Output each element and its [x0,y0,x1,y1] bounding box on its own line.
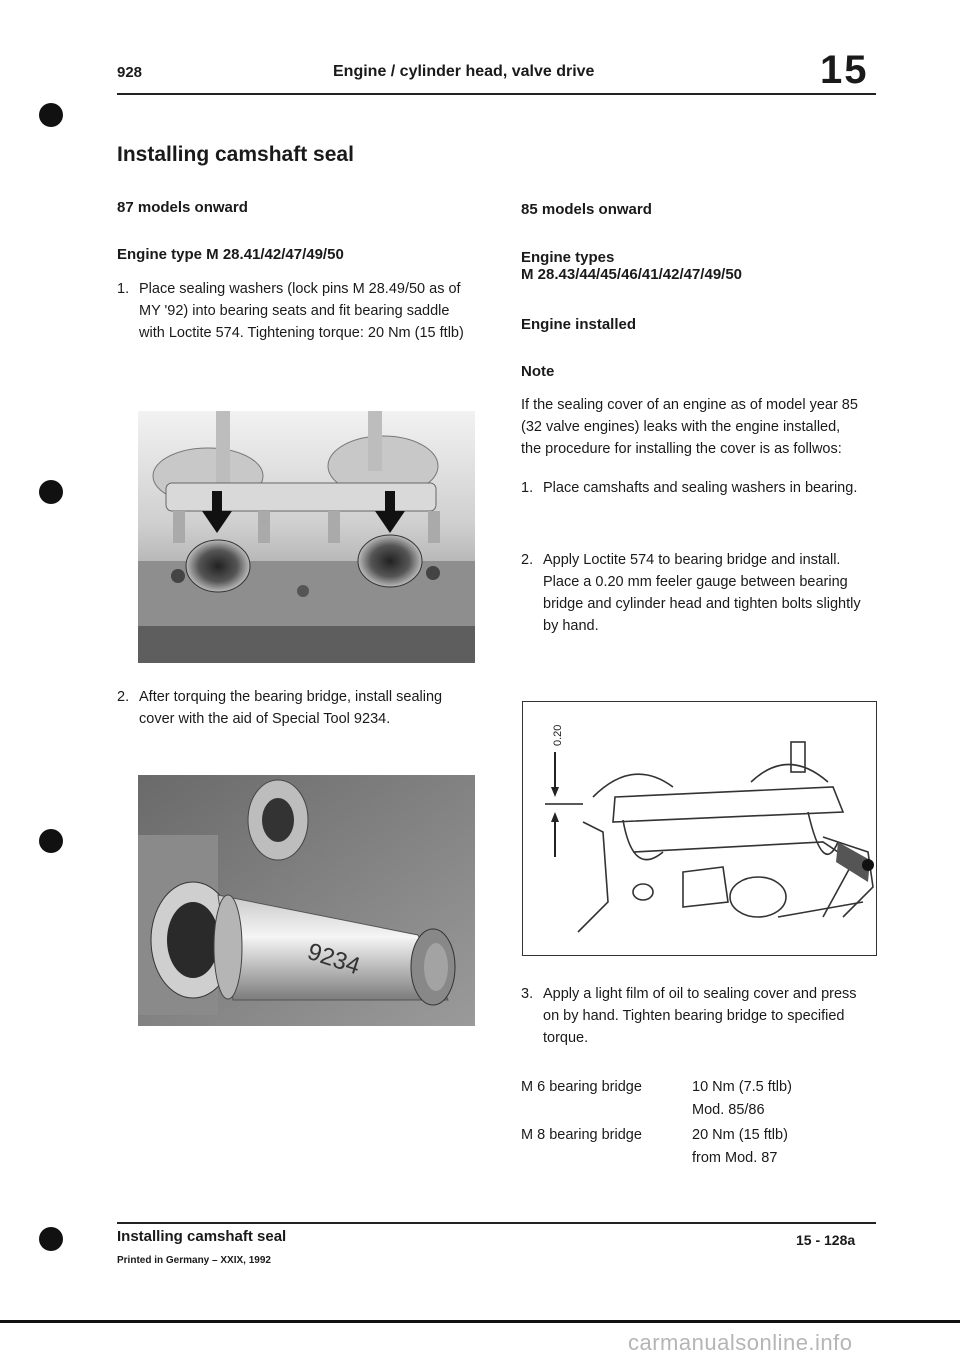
footer-printed: Printed in Germany – XXIX, 1992 [117,1255,271,1266]
step-text: Apply a light film of oil to sealing cover and press on by hand. Tighten bearing bridge to specified torque. [543,986,857,1046]
watermark-text: carmanualsonline.info [628,1330,853,1355]
torque-bridge-m6: M 6 bearing bridge [521,1079,642,1095]
left-step-1 [117,278,477,344]
footer-rule [117,1222,876,1224]
binder-hole [39,480,63,504]
torque-bridge-m8: M 8 bearing bridge [521,1127,642,1143]
right-step-1 [521,477,866,499]
note-label: Note [521,363,555,380]
engine-types-value: M 28.43/44/45/46/41/42/47/49/50 [521,266,743,283]
right-engine-types [521,249,742,283]
left-heading: 87 models onward [117,199,248,216]
feeler-gauge-diagram [522,701,877,956]
right-step-2 [521,549,866,637]
torque-value-m6: 10 Nm (7.5 ftlb) [692,1079,792,1095]
torque-value-m8: 20 Nm (15 ftlb) [692,1127,788,1143]
tool-number-label: 9234 [304,938,364,981]
right-heading: 85 models onward [521,201,652,218]
step-text: Place sealing washers (lock pins M 28.49/50 as of MY '92) into bearing seats and fit bearing saddle with Loctite 574. Tightening torque: 20 Nm (15 ftlb) [139,281,464,341]
step-text: Place camshafts and sealing washers in bearing. [543,480,858,496]
torque-note-m8: from Mod. 87 [692,1150,778,1166]
step-number: 2. [117,689,130,705]
step-number: 1. [521,480,534,496]
right-step-3 [521,983,866,1049]
step-number: 2. [521,552,534,568]
engine-installed-label: Engine installed [521,316,637,333]
page-header-title: Engine / cylinder head, valve drive [333,63,595,80]
page-number: 15 - 128a [796,1232,856,1248]
header-rule [117,93,876,95]
engine-types-label: Engine types [521,249,615,266]
step-text: After torquing the bearing bridge, install sealing cover with the aid of Special Tool 9234. [139,689,443,727]
binder-hole [39,829,63,853]
footer-title: Installing camshaft seal [117,1228,287,1245]
bearing-saddle-photo [138,411,475,663]
binder-hole [39,1227,63,1251]
step-number: 3. [521,986,534,1002]
left-step-2 [117,686,477,730]
step-number: 1. [117,281,130,297]
page-group-number: 15 [820,48,869,92]
left-engine-type: Engine type M 28.41/42/47/49/50 [117,246,344,263]
section-title: Installing camshaft seal [117,143,354,166]
special-tool-photo [138,775,475,1026]
bottom-border [0,1320,960,1323]
note-text: If the sealing cover of an engine as of model year 85 (32 valve engines) leaks with the engine installed, the procedure for installing the cover is as follwos: [521,397,858,457]
step-text: Apply Loctite 574 to bearing bridge and install. Place a 0.20 mm feeler gauge between bearing bridge and cylinder head and tighten bolts slightly by hand. [543,552,861,634]
gauge-thickness-label: 0.20 [552,724,564,746]
page-model: 928 [117,64,143,81]
binder-hole [39,103,63,127]
torque-note-m6: Mod. 85/86 [692,1102,765,1118]
